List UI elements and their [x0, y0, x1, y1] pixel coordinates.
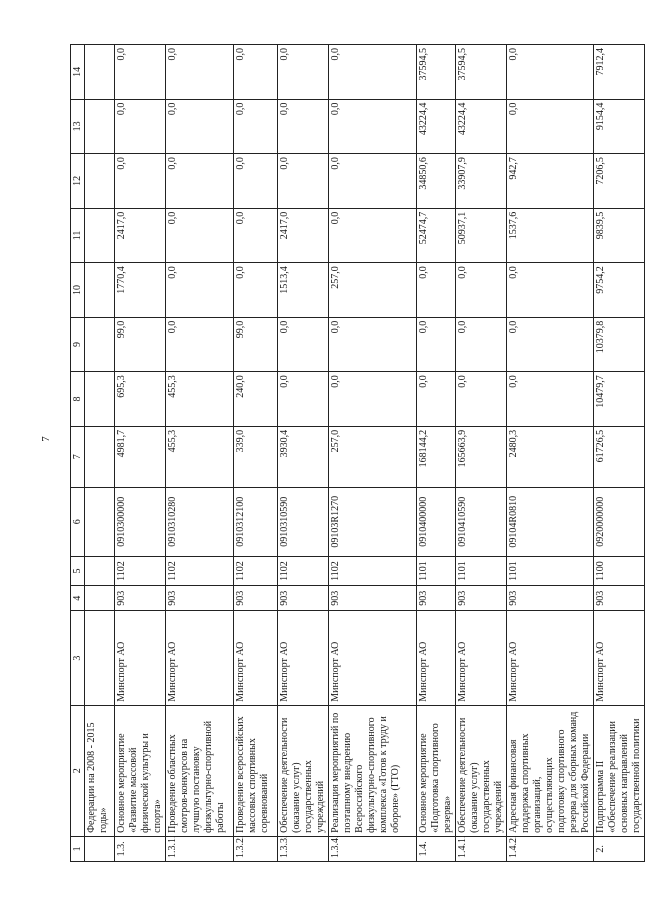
row-target-code: 09104R0810	[507, 487, 594, 556]
row-section-code: 1102	[329, 556, 417, 585]
table-row	[166, 45, 234, 862]
row-amount: 0,0	[278, 45, 329, 100]
header-cell: 14	[71, 45, 85, 100]
row-name: Обеспечение деятельности (оказание услуг) государственных учреждений	[456, 705, 507, 836]
row-grbs-code	[85, 586, 115, 611]
row-amount: 0,0	[329, 317, 417, 372]
row-name: Подпрограмма II «Обеспечение реализации основных направлений государственной политики	[594, 705, 645, 836]
row-amount: 99,0	[234, 317, 278, 372]
row-amount: 33907,9	[456, 154, 507, 209]
row-amount: 2417,0	[278, 208, 329, 263]
row-amount: 0,0	[234, 263, 278, 318]
row-amount: 37594,5	[456, 45, 507, 100]
row-grbs-code: 903	[234, 586, 278, 611]
row-section-code: 1101	[507, 556, 594, 585]
table-row	[594, 45, 645, 862]
row-amount: 0,0	[278, 154, 329, 209]
row-amount: 0,0	[115, 45, 166, 100]
row-amount	[85, 99, 115, 154]
row-amount: 165663,9	[456, 426, 507, 487]
row-amount: 99,0	[115, 317, 166, 372]
row-executor: Минспорт АО	[278, 611, 329, 705]
row-amount: 0,0	[329, 45, 417, 100]
row-grbs-code: 903	[278, 586, 329, 611]
table-row	[417, 45, 456, 862]
row-amount: 455,3	[166, 372, 234, 427]
row-amount: 43224,4	[456, 99, 507, 154]
row-name: Основное мероприятие «Развитие массовой физической культуры и спорта»	[115, 705, 166, 836]
row-amount: 0,0	[329, 99, 417, 154]
table-row	[115, 45, 166, 862]
header-cell: 1	[71, 836, 85, 861]
row-section-code: 1102	[234, 556, 278, 585]
header-cell: 9	[71, 317, 85, 372]
row-amount: 0,0	[166, 99, 234, 154]
row-name: Адресная финансовая поддержка спортивных организаций, осуществляющих подготовку спортивного резерва для сборных команд Российской Федерации	[507, 705, 594, 836]
row-name: Проведение всероссийских массовых спортивных соревнований	[234, 705, 278, 836]
row-name: Проведение областных смотров-конкурсов на лучшую постановку физкультурно-спортивной работы	[166, 705, 234, 836]
row-amount: 0,0	[507, 45, 594, 100]
row-grbs-code: 903	[456, 586, 507, 611]
row-number: 1.3.2.	[234, 836, 278, 861]
row-amount: 1513,4	[278, 263, 329, 318]
row-grbs-code: 903	[417, 586, 456, 611]
header-cell: 12	[71, 154, 85, 209]
header-cell: 2	[71, 705, 85, 836]
table-row	[507, 45, 594, 862]
row-amount: 0,0	[278, 317, 329, 372]
header-cell: 11	[71, 208, 85, 263]
row-grbs-code: 903	[166, 586, 234, 611]
row-target-code: 0910410590	[456, 487, 507, 556]
row-executor: Минспорт АО	[115, 611, 166, 705]
row-amount: 10479,7	[594, 372, 645, 427]
header-cell: 8	[71, 372, 85, 427]
row-section-code: 1102	[115, 556, 166, 585]
table-row	[456, 45, 507, 862]
row-number	[85, 836, 115, 861]
row-executor: Минспорт АО	[417, 611, 456, 705]
row-executor: Минспорт АО	[166, 611, 234, 705]
row-amount: 43224,4	[417, 99, 456, 154]
row-executor: Минспорт АО	[234, 611, 278, 705]
row-amount: 0,0	[507, 317, 594, 372]
row-amount: 9839,5	[594, 208, 645, 263]
row-amount	[85, 45, 115, 100]
row-target-code: 09103R1270	[329, 487, 417, 556]
row-target-code: 0910310280	[166, 487, 234, 556]
row-amount: 339,0	[234, 426, 278, 487]
row-amount: 7206,5	[594, 154, 645, 209]
row-grbs-code: 903	[329, 586, 417, 611]
row-executor: Минспорт АО	[507, 611, 594, 705]
row-amount: 3930,4	[278, 426, 329, 487]
table-body	[85, 45, 645, 862]
row-amount: 168144,2	[417, 426, 456, 487]
row-amount: 0,0	[234, 208, 278, 263]
row-amount: 257,0	[329, 263, 417, 318]
row-amount: 50937,1	[456, 208, 507, 263]
row-amount: 0,0	[234, 45, 278, 100]
row-number: 1.3.1.	[166, 836, 234, 861]
row-amount: 10379,8	[594, 317, 645, 372]
row-grbs-code: 903	[507, 586, 594, 611]
header-cell: 3	[71, 611, 85, 705]
row-name: Федерации на 2008 - 2015 годы»	[85, 705, 115, 836]
row-amount: 0,0	[166, 263, 234, 318]
row-executor	[85, 611, 115, 705]
row-amount: 0,0	[115, 154, 166, 209]
row-amount: 9754,2	[594, 263, 645, 318]
row-executor: Минспорт АО	[456, 611, 507, 705]
row-number: 1.4.1.	[456, 836, 507, 861]
rotated-page	[70, 32, 642, 862]
row-amount: 0,0	[166, 154, 234, 209]
row-amount: 455,3	[166, 426, 234, 487]
row-name: Основное мероприятие «Подготовка спортивного резерва»	[417, 705, 456, 836]
header-cell: 5	[71, 556, 85, 585]
row-section-code: 1102	[278, 556, 329, 585]
row-name: Обеспечение деятельности (оказание услуг) государственных учреждений	[278, 705, 329, 836]
row-number: 1.4.2.	[507, 836, 594, 861]
page-number: 7	[40, 436, 52, 442]
row-amount: 0,0	[278, 99, 329, 154]
row-target-code: 0920000000	[594, 487, 645, 556]
row-section-code: 1101	[417, 556, 456, 585]
row-section-code: 1100	[594, 556, 645, 585]
row-amount: 0,0	[278, 372, 329, 427]
row-amount: 2480,3	[507, 426, 594, 487]
row-amount	[85, 317, 115, 372]
header-cell: 6	[71, 487, 85, 556]
row-target-code	[85, 487, 115, 556]
row-amount: 695,3	[115, 372, 166, 427]
row-executor: Минспорт АО	[594, 611, 645, 705]
row-amount: 0,0	[417, 372, 456, 427]
header-row	[71, 45, 85, 862]
row-target-code: 0910300000	[115, 487, 166, 556]
row-amount: 0,0	[456, 372, 507, 427]
row-grbs-code: 903	[115, 586, 166, 611]
table-row	[234, 45, 278, 862]
row-amount: 0,0	[329, 372, 417, 427]
row-name: Реализация мероприятий по поэтапному внедрению Всероссийского физкультурно-спортивного комплекса «Готов к труду и обороне» (ГТО)	[329, 705, 417, 836]
row-section-code: 1102	[166, 556, 234, 585]
budget-table	[70, 44, 645, 862]
row-amount: 37594,5	[417, 45, 456, 100]
row-amount: 1770,4	[115, 263, 166, 318]
row-amount: 1537,6	[507, 208, 594, 263]
row-amount: 0,0	[507, 372, 594, 427]
row-number: 1.3.	[115, 836, 166, 861]
row-amount	[85, 208, 115, 263]
row-amount	[85, 372, 115, 427]
row-amount: 7912,4	[594, 45, 645, 100]
row-amount: 34850,6	[417, 154, 456, 209]
row-amount: 942,7	[507, 154, 594, 209]
row-number: 2.	[594, 836, 645, 861]
row-amount: 0,0	[456, 263, 507, 318]
row-target-code: 0910312100	[234, 487, 278, 556]
row-number: 1.3.3.	[278, 836, 329, 861]
header-cell: 10	[71, 263, 85, 318]
row-amount: 0,0	[329, 208, 417, 263]
row-target-code: 0910310590	[278, 487, 329, 556]
row-amount: 240,0	[234, 372, 278, 427]
table-row	[329, 45, 417, 862]
row-amount: 0,0	[507, 263, 594, 318]
row-amount: 0,0	[234, 99, 278, 154]
row-amount: 0,0	[115, 99, 166, 154]
table-row	[278, 45, 329, 862]
row-amount: 2417,0	[115, 208, 166, 263]
row-amount	[85, 263, 115, 318]
header-cell: 7	[71, 426, 85, 487]
row-amount: 52474,7	[417, 208, 456, 263]
header-cell: 4	[71, 586, 85, 611]
row-executor: Минспорт АО	[329, 611, 417, 705]
row-amount: 0,0	[417, 317, 456, 372]
row-amount: 0,0	[166, 317, 234, 372]
row-amount: 4981,7	[115, 426, 166, 487]
row-amount: 61726,5	[594, 426, 645, 487]
row-section-code	[85, 556, 115, 585]
row-amount: 9154,4	[594, 99, 645, 154]
row-target-code: 0910400000	[417, 487, 456, 556]
header-cell: 13	[71, 99, 85, 154]
row-section-code: 1101	[456, 556, 507, 585]
row-number: 1.4.	[417, 836, 456, 861]
row-amount: 257,0	[329, 426, 417, 487]
row-amount: 0,0	[234, 154, 278, 209]
row-number: 1.3.4.	[329, 836, 417, 861]
row-amount	[85, 154, 115, 209]
row-amount: 0,0	[417, 263, 456, 318]
row-amount: 0,0	[166, 45, 234, 100]
row-amount: 0,0	[166, 208, 234, 263]
row-grbs-code: 903	[594, 586, 645, 611]
row-amount: 0,0	[456, 317, 507, 372]
row-amount: 0,0	[329, 154, 417, 209]
table-row	[85, 45, 115, 862]
row-amount: 0,0	[507, 99, 594, 154]
row-amount	[85, 426, 115, 487]
